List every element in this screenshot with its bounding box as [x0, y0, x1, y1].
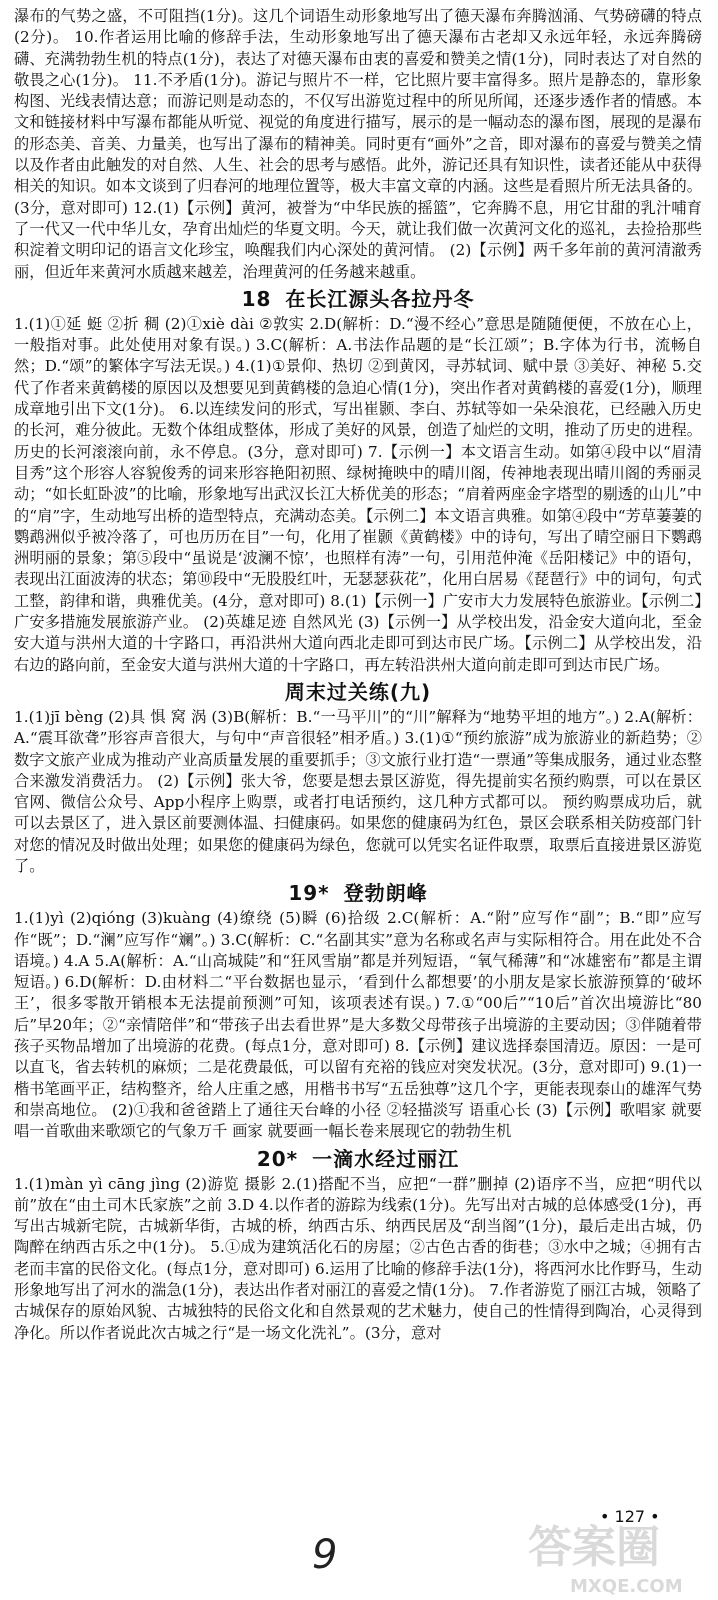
answer-key-page [14, 6, 702, 1344]
watermark-site: MXQE.COM [570, 1576, 683, 1597]
section-heading-19 [14, 879, 702, 907]
section-body-18: 1.(1)①延 蜓 ②折 稠 (2)①xiè dài ②敦实 2.D(解析：D.“漫不经心”意思是随随便便，不放在心上，一般指对事。此处使用对象有误。) 3.C(解析：A.书法作品题的是“长江颂”；B.字体为行书，流畅自然；D.“颂”的繁体字写法无误。) 4.(1)①景仰、热切 ②到黄冈，寻苏轼词、赋中景 ③美好、神秘 5.交代了作者来黄鹤楼的原因以及想要见到黄鹤楼的急迫心情(1分)，突出作者对黄鹤楼的喜爱(1分)，顺理成章地引出下文(1分)。 6.以连续发问的形式，写出崔颢、李白、苏轼等如一朵朵浪花，已经融入历史的长河，难分彼此。无数个体组成整体，形成了美好的风景，创造了灿烂的文明，推动了历史的进程。历史的长河滚滚向前，永不停息。(3分，意对即可) 7.【示例一】本文语言生动。如第④段中以“眉清目秀”这个形容人容貌俊秀的词来形容艳阳初照、绿树掩映中的晴川阁，传神地表现出晴川阁的秀丽灵动；“如长虹卧波”的比喻，形象地写出武汉长江大桥优美的形态；“肩着两座金字塔型的剔透的山儿”中的“肩”字，生动地写出桥的造型特点，充满动态美。【示例二】本文语言典雅。如第④段中“芳草萋萋的鹦鹉洲似乎被冷落了，可也历历在目”一句，化用了崔颢《黄鹤楼》中的诗句，写出了晴空丽日下鹦鹉洲明丽的景象；第⑤段中“虽说是‘波澜不惊’，也照样有涛”一句，引用范仲淹《岳阳楼记》中的语句，表现出江面波涛的状态；第⑩段中“无股股红叶，无瑟瑟荻花”，化用白居易《琵琶行》中的词句，句式工整，韵律和谐，典雅优美。(4分，意对即可) 8.(1)【示例一】广安市大力发展特色旅游业。【示例二】广安多措施发展旅游产业。 (2)英雄足迹 自然风光 (3)【示例一】从学校出发，沿金安大道向北，至金安大道与洪州大道的十字路口，再沿洪州大道向西北走即可到达市民广场。【示例二】从学校出发，沿右边的路向前，至金安大道与洪州大道的十字路口，再左转沿洪州大道向前走即可到达市民广场。 [14, 314, 702, 674]
section-heading-weekend-9 [14, 678, 702, 706]
section-number: 20* [256, 1146, 299, 1171]
section-title: 一滴水经过丽江 [312, 1146, 460, 1171]
handwritten-mark: 9 [312, 1532, 338, 1578]
section-body-20: 1.(1)màn yì cāng jìng (2)游览 摄影 2.(1)搭配不当，应把“一群”删掉 (2)语序不当，应把“明代以前”放在“由土司木氏家族”之前 3.D 4.以作者的游踪为线索(1分)。先写出对古城的总体感受(1分)，再写出古城新宅院，古城新华街，古城的桥，纳西古乐、纳西民居及“刮当阁”(1分)，最后走出古城，仍陶醉在纳西古乐之中(1分)。 5.①成为建筑活化石的房屋；②古色古香的街巷；③水中之城；④拥有古老而丰富的民俗文化。(每点1分，意对即可) 6.运用了比喻的修辞手法(1分)，将西河水比作野马，生动形象地写出了河水的湍急(1分)，表达出作者对丽江的喜爱之情(1分)。 7.作者游览了丽江古城，领略了古城保存的原始风貌、古城独特的民俗文化和自然景观的艺术魅力，使自己的性情得到陶冶，心灵得到净化。所以作者说此次古城之行“是一场文化洗礼”。(3分，意对 [14, 1174, 702, 1342]
intro-paragraph: 瀑布的气势之盛，不可阻挡(1分)。这几个词语生动形象地写出了德天瀑布奔腾汹涌、气势磅礴的特点(2分)。 10.作者运用比喻的修辞手法，生动形象地写出了德天瀑布古老却又永远年轻，永远奔腾磅礴、充满勃勃生机的特点(1分)，表达了对德天瀑布由衷的喜爱和赞美之情(1分)，同时表达了对自然的敬畏之心(1分)。 11.不矛盾(1分)。游记与照片不一样，它比照片要丰富得多。照片是静态的，靠形象构图、光线表情达意；而游记则是动态的，不仅写出游览过程中的所见所闻，还逐步透作者的情感。本文和链接材料中写瀑布都能从听觉、视觉的角度进行描写，展示的是一幅动态的瀑布图，展现的是瀑布的形态美、音美、力量美，也写出了瀑布的精神美。同时更有“画外”之音，即对瀑布的喜爱与赞美之情以及作者由此触发的对自然、人生、社会的思考与感悟。此外，游记还具有知识性，读者还能从中获得相关的知识。如本文谈到了归春河的地理位置等，极大丰富文章的内涵。这些是看照片所无法具备的。(3分，意对即可) 12.(1)【示例】黄河，被誉为“中华民族的摇篮”，它奔腾不息，用它甘甜的乳汁哺育了一代又一代中华儿女，孕育出灿烂的华夏文明。今天，就让我们做一次黄河文化的巡礼，去捡拾那些积淀着文明印记的语言文化珍宝，唤醒我们内心深处的黄河情。 (2)【示例】两千多年前的黄河清澈秀丽，但近年来黄河水质越来越差，治理黄河的任务越来越重。 [14, 7, 702, 281]
section-title: 周末过关练(九) [284, 679, 432, 704]
section-body-19: 1.(1)yì (2)qióng (3)kuàng (4)缭绕 (5)瞬 (6)拾级 2.C(解析：A.“附”应写作“副”；B.“即”应写作“既”；D.“澜”应写作“斓”。) 3.C(解析：C.“名副其实”意为名称或名声与实际相符合。用在此处不合语境。) 4.A 5.A(解析：A.“山高城陡”和“狂风雪崩”都是并列短语，“氧气稀薄”和“冰雄密布”都是主谓短语。) 6.D(解析：D.由材料二“平台数据也显示，‘看到什么都想要’的小朋友是家长旅游预算的‘破坏王’，很多零散开销根本无法提前预测”可知，该项表述有误。) 7.①“00后”“10后”首次出境游比“80后”早20年；②“亲情陪伴”和“带孩子出去看世界”是大多数父母带孩子出境游的主要动因；③伴随着带孩子买物品增加了出境游的花费。(每点1分，意对即可) 8.【示例】建议选择泰国清迈。原因：一是可以直飞，省去转机的麻烦；二是花费最低，可以留有充裕的钱应对突发状况。(3分，意对即可) 9.(1)一 楷书笔画平正，结构整齐，给人庄重之感，用楷书书写“五岳独尊”这几个字，更能表现泰山的雄浑气势和崇高地位。 (2)①我和爸爸踏上了通往天台峰的小径 ②轻描淡写 语重心长 (3)【示例】歌唱家 就要唱一首歌曲来歌颂它的气象万千 画家 就要画一幅长卷来展现它的勃勃生机 [14, 909, 702, 1141]
section-number: 18 [241, 286, 272, 311]
section-heading-20 [14, 1145, 702, 1173]
section-title: 登勃朗峰 [343, 881, 428, 906]
watermark-text: 答案圈 [528, 1522, 660, 1573]
section-heading-18 [14, 285, 702, 313]
section-number: 19* [288, 881, 330, 906]
page-number: • 127 • [600, 1507, 660, 1526]
section-title: 在长江源头各拉丹冬 [285, 286, 475, 311]
section-body-weekend-9: 1.(1)jī bèng (2)具 惧 窝 涡 (3)B(解析：B.“一马平川”的“川”解释为“地势平坦的地方”。) 2.A(解析：A.“震耳欲聋”形容声音很大，与句中“声音很轻”相矛盾。) 3.(1)①“预约旅游”成为旅游业的新趋势；②数字文旅产业成为推动产业高质量发展的重要抓手；③文旅行业打造“一票通”等集成服务，通过业态整合来激发消费活力。 (2)【示例】张大爷，您要是想去景区游览，得先提前实名预约购票，可以在景区官网、微信公众号、App小程序上购票，或者打电话预约，这几种方式都可以。 预约购票成功后，就可以去景区了，进入景区前要测体温、扫健康码。如果您的健康码为红色，景区会联系相关防疫部门针对您的情况及时做出处理；如果您的健康码为绿色，您就可以凭实名证件取票，取票后直接进景区游览了。 [14, 707, 702, 875]
watermark-logo [520, 1512, 710, 1598]
